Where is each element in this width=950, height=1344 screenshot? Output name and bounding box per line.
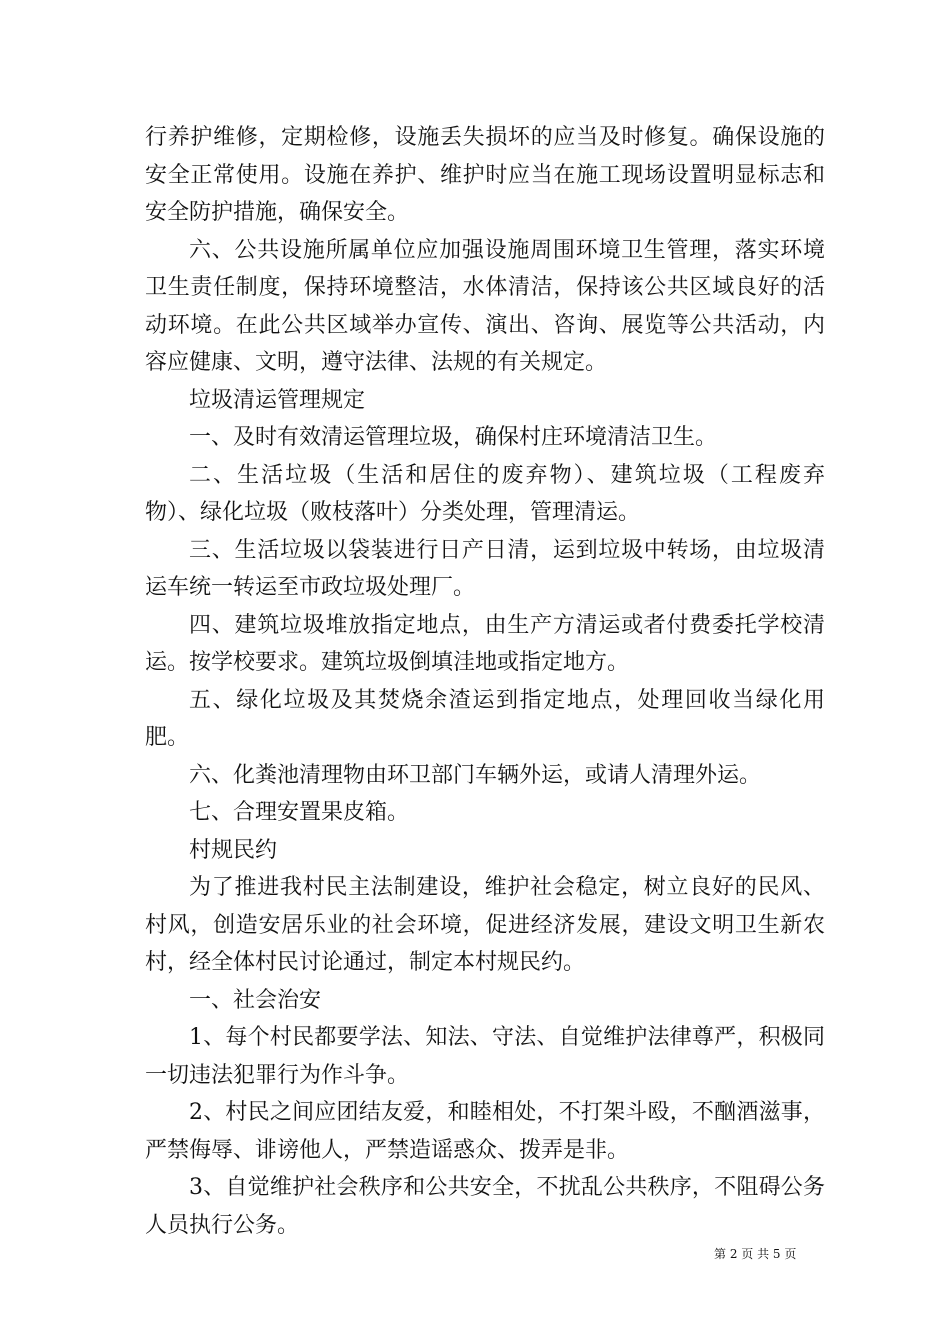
paragraph-public-facility-hygiene: 六、公共设施所属单位应加强设施周围环境卫生管理，落实环境卫生责任制度，保持环境整洁，水体清洁，保持该公共区域良好的活动环境。在此公共区域举办宣传、演出、咨询、展览等公共活动，内容应健康、文明，遵守法律、法规的有关规定。 <box>145 237 825 375</box>
section-heading-village-rules: 村规民约 <box>189 837 278 863</box>
paragraph-continued: 行养护维修，定期检修，设施丢失损坏的应当及时修复。确保设施的安全正常使用。设施在养护、维护时应当在施工现场设置明显标志和安全防护措施，确保安全。 <box>145 125 825 225</box>
subheading-public-security: 一、社会治安 <box>189 987 322 1013</box>
paragraph-security-3: 3、自觉维护社会秩序和公共安全，不扰乱公共秩序，不阻碍公务人员执行公务。 <box>145 1175 825 1238</box>
page-number: 第 2 页 共 5 页 <box>714 1247 797 1261</box>
paragraph-garbage-7: 七、合理安置果皮箱。 <box>189 800 410 825</box>
document-body <box>145 119 825 1244</box>
section-heading-garbage: 垃圾清运管理规定 <box>189 387 366 413</box>
paragraph-garbage-2: 二、生活垃圾（生活和居住的废弃物）、建筑垃圾（工程废弃物）、绿化垃圾（败枝落叶）分类处理，管理清运。 <box>145 462 825 525</box>
paragraph-garbage-4: 四、建筑垃圾堆放指定地点，由生产方清运或者付费委托学校清运。按学校要求。建筑垃圾倒填洼地或指定地方。 <box>145 612 825 675</box>
paragraph-garbage-6: 六、化粪池清理物由环卫部门车辆外运，或请人清理外运。 <box>189 762 762 788</box>
paragraph-garbage-3: 三、生活垃圾以袋装进行日产日清，运到垃圾中转场，由垃圾清运车统一转运至市政垃圾处理厂。 <box>145 537 825 600</box>
paragraph-garbage-1: 一、及时有效清运管理垃圾，确保村庄环境清洁卫生。 <box>189 425 718 450</box>
paragraph-security-1: 1、每个村民都要学法、知法、守法、自觉维护法律尊严，积极同一切违法犯罪行为作斗争。 <box>145 1025 825 1088</box>
paragraph-village-rules-intro: 为了推进我村民主法制建设，维护社会稳定，树立良好的民风、村风，创造安居乐业的社会环境，促进经济发展，建设文明卫生新农村，经全体村民讨论通过，制定本村规民约。 <box>145 875 825 975</box>
paragraph-security-2: 2、村民之间应团结友爱，和睦相处，不打架斗殴，不酗酒滋事，严禁侮辱、诽谤他人，严禁造谣惑众、拨弄是非。 <box>145 1100 825 1163</box>
paragraph-garbage-5: 五、绿化垃圾及其焚烧余渣运到指定地点，处理回收当绿化用肥。 <box>145 687 825 750</box>
